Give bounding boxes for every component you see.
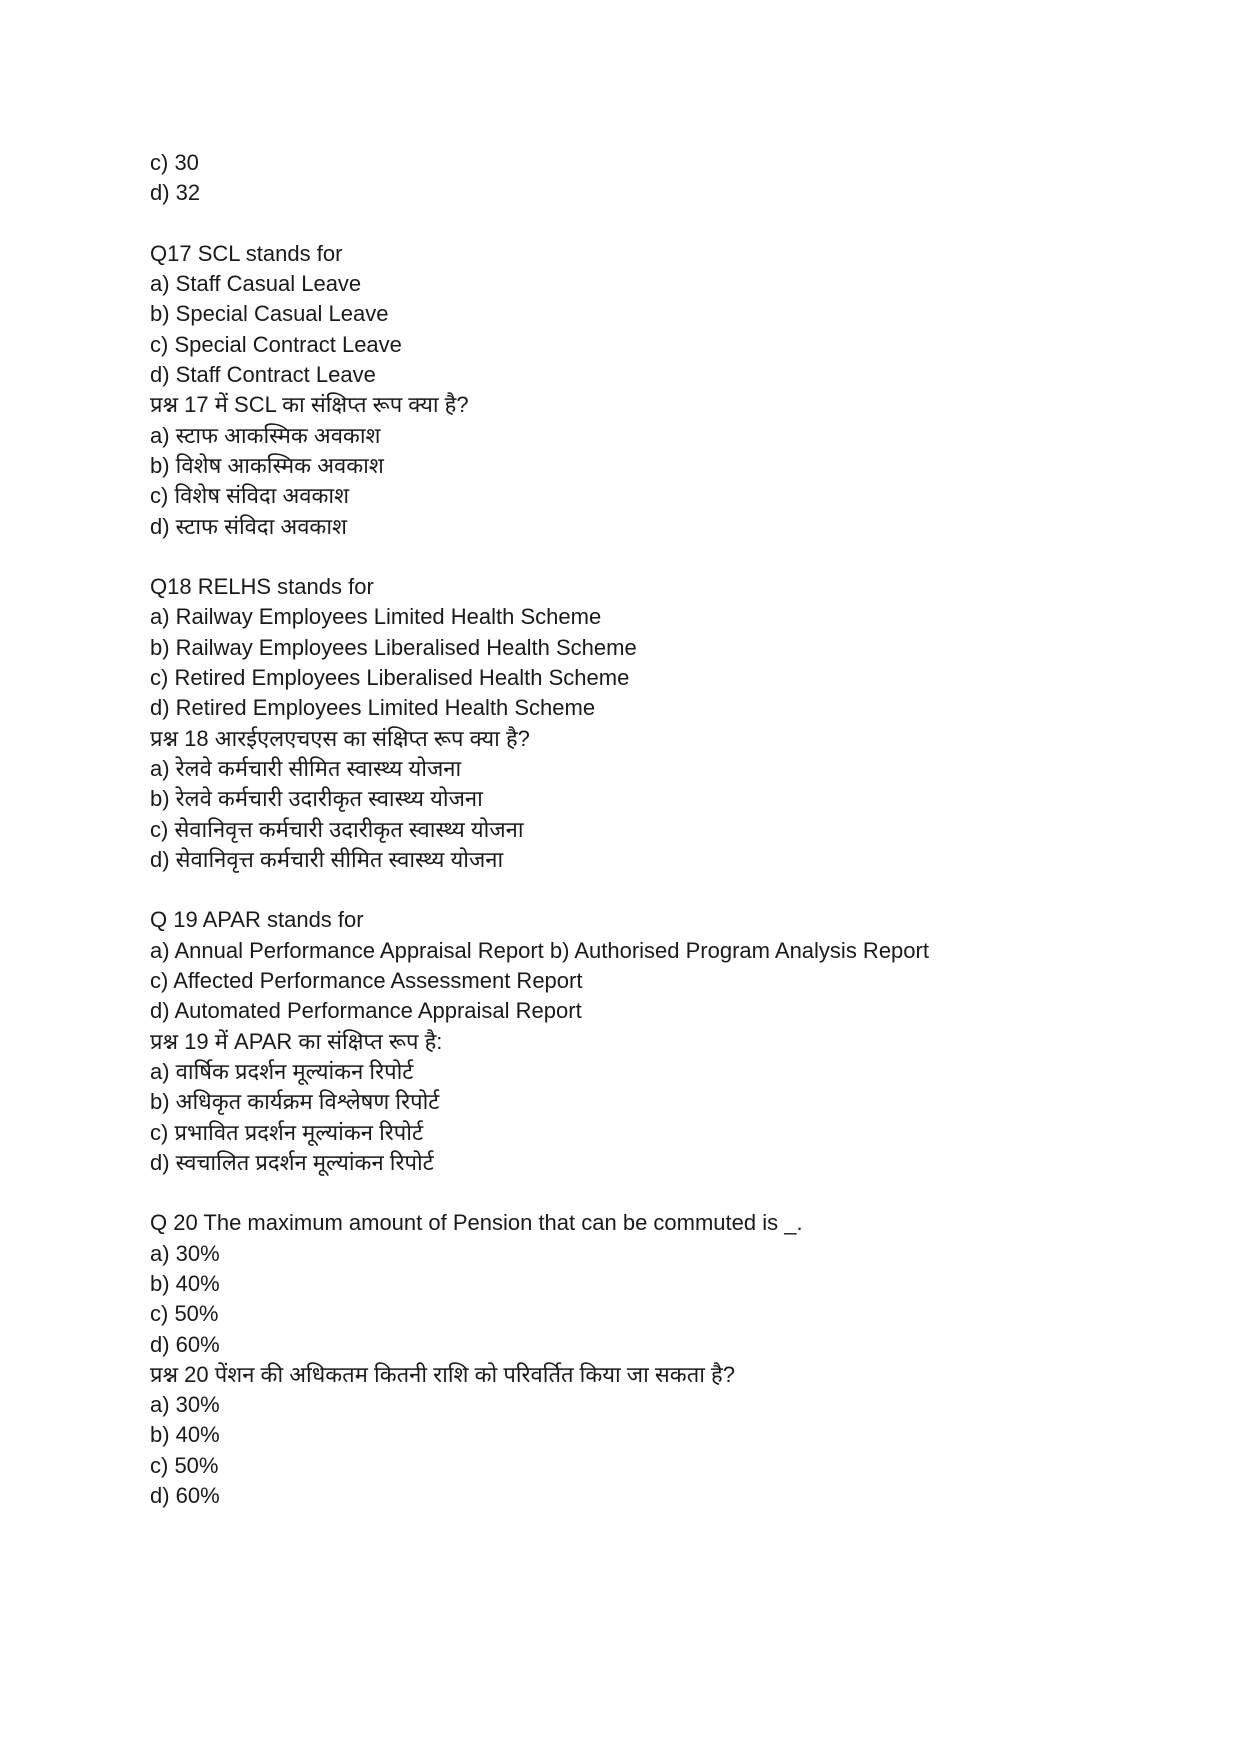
option-text: d) Staff Contract Leave	[150, 362, 376, 388]
spacer	[150, 209, 1150, 239]
question-heading-hi: प्रश्न 19 में APAR का संक्षिप्त रूप है:	[150, 1028, 443, 1054]
question-heading-en: Q17 SCL stands for	[150, 240, 343, 266]
option-text: a) 30%	[150, 1240, 220, 1266]
spacer	[150, 875, 1150, 905]
option-text: c) विशेष संविदा अवकाश	[150, 483, 350, 509]
question-heading-hi: प्रश्न 20 पेंशन की अधिकतम कितनी राशि को परिवर्तित किया जा सकता है?	[150, 1361, 735, 1387]
option-text: b) विशेष आकस्मिक अवकाश	[150, 452, 384, 478]
option-text: d) Automated Performance Appraisal Report	[150, 998, 582, 1024]
option-text: d) Retired Employees Limited Health Scheme	[150, 695, 596, 721]
option-text: c) Affected Performance Assessment Report	[150, 968, 583, 994]
option-text: d) 60%	[150, 1331, 220, 1357]
option-text: d) 32	[150, 180, 201, 206]
option-text: a) 30%	[150, 1392, 220, 1418]
question-heading-en: Q18 RELHS stands for	[150, 574, 374, 600]
spacer	[150, 1178, 1150, 1208]
option-text: c) 50%	[150, 1452, 219, 1478]
question-heading-hi: प्रश्न 18 आरईएलएचएस का संक्षिप्त रूप क्या है?	[150, 725, 530, 751]
option-text: a) Staff Casual Leave	[150, 271, 362, 297]
spacer	[150, 542, 1150, 572]
option-text: c) सेवानिवृत्त कर्मचारी उदारीकृत स्वास्थ्य योजना	[150, 816, 524, 842]
option-text: d) सेवानिवृत्त कर्मचारी सीमित स्वास्थ्य योजना	[150, 846, 504, 872]
option-text: a) स्टाफ आकस्मिक अवकाश	[150, 422, 381, 448]
option-text: c) Retired Employees Liberalised Health Scheme	[150, 665, 630, 691]
option-text: c) 50%	[150, 1301, 219, 1327]
option-text: d) स्टाफ संविदा अवकाश	[150, 513, 347, 539]
option-text: b) Railway Employees Liberalised Health Scheme	[150, 634, 637, 660]
option-text: b) Special Casual Leave	[150, 301, 389, 327]
question-heading-en: Q 19 APAR stands for	[150, 907, 364, 933]
option-text: a) Railway Employees Limited Health Scheme	[150, 604, 602, 630]
option-text: a) रेलवे कर्मचारी सीमित स्वास्थ्य योजना	[150, 755, 462, 781]
option-text: b) रेलवे कर्मचारी उदारीकृत स्वास्थ्य योजना	[150, 786, 483, 812]
option-text: a) वार्षिक प्रदर्शन मूल्यांकन रिपोर्ट	[150, 1058, 414, 1084]
option-text: a) Annual Performance Appraisal Report b) Authorised Program Analysis Report	[150, 937, 929, 963]
option-text: b) अधिकृत कार्यक्रम विश्लेषण रिपोर्ट	[150, 1089, 440, 1115]
option-text: c) प्रभावित प्रदर्शन मूल्यांकन रिपोर्ट	[150, 1119, 424, 1145]
option-text: c) Special Contract Leave	[150, 331, 402, 357]
option-text: d) स्वचालित प्रदर्शन मूल्यांकन रिपोर्ट	[150, 1149, 434, 1175]
document-content	[150, 148, 1150, 1511]
option-text: b) 40%	[150, 1270, 220, 1296]
option-text: b) 40%	[150, 1422, 220, 1448]
option-text: c) 30	[150, 150, 199, 175]
option-text: d) 60%	[150, 1483, 220, 1509]
question-heading-en: Q 20 The maximum amount of Pension that can be commuted is _.	[150, 1210, 803, 1236]
question-heading-hi: प्रश्न 17 में SCL का संक्षिप्त रूप क्या है?	[150, 392, 469, 418]
